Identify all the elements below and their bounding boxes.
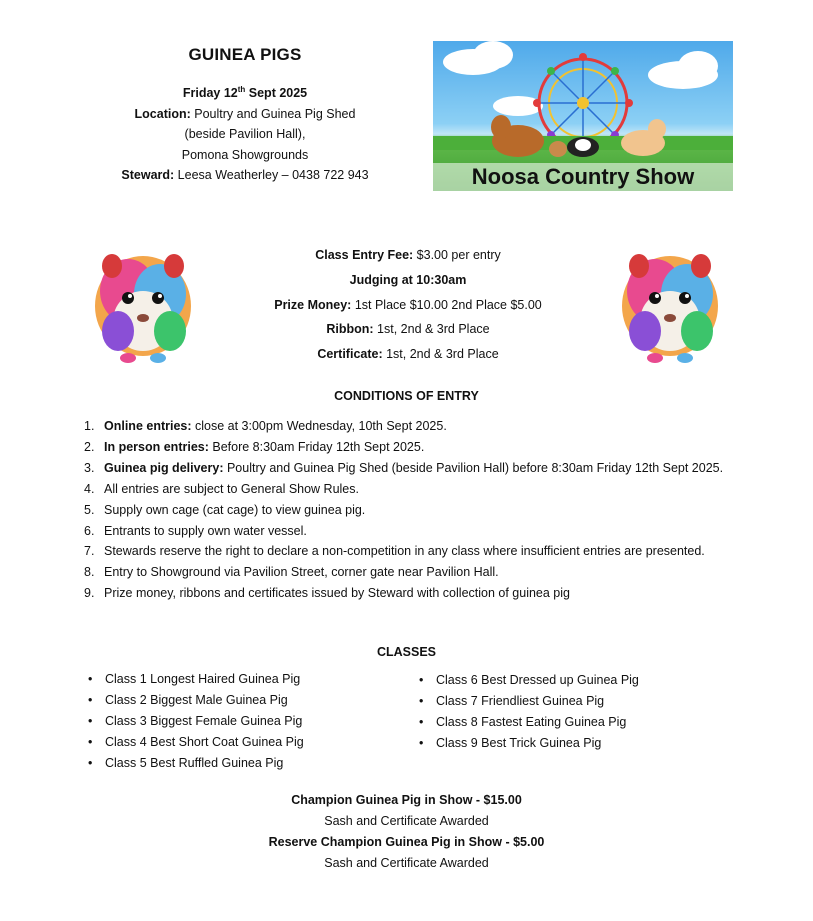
event-date-rest: Sept 2025 (245, 86, 308, 101)
list-item-text: Supply own cage (cat cage) to view guinea pig. (104, 502, 366, 517)
steward-label: Steward: (121, 168, 175, 183)
steward-value: Leesa Weatherley – 0438 722 943 (174, 168, 369, 183)
list-item (84, 458, 784, 479)
ribbon-line (233, 317, 583, 342)
entry-fee-line (233, 243, 583, 268)
list-item-text: All entries are subject to General Show Rules. (104, 481, 359, 496)
event-date (95, 80, 395, 104)
champion-block (0, 790, 813, 874)
entry-fee-value: $3.00 per entry (413, 248, 501, 262)
list-item-number: 2. (84, 439, 95, 454)
champion-title: Champion Guinea Pig in Show - $15.00 (291, 793, 522, 807)
class-item: • Class 1 Longest Haired Guinea Pig (86, 669, 386, 690)
list-item (84, 562, 784, 583)
list-item-text: Entry to Showground via Pavilion Street, corner gate near Pavilion Hall. (104, 565, 499, 580)
class-item: • Class 9 Best Trick Guinea Pig (417, 733, 737, 754)
list-item (84, 521, 784, 542)
judging-time: Judging at 10:30am (349, 272, 467, 287)
class-item: • Class 3 Biggest Female Guinea Pig (86, 711, 386, 732)
reserve-champion-title: Reserve Champion Guinea Pig in Show - $5.00 (268, 835, 545, 849)
event-date-suffix: th (237, 85, 246, 94)
class-item: • Class 2 Biggest Male Guinea Pig (86, 690, 386, 711)
list-item (84, 479, 784, 500)
list-item-label: Guinea pig delivery: (104, 460, 224, 475)
list-item-text: Stewards reserve the right to declare a non-competition in any class where insufficient entries are presented. (104, 544, 705, 559)
entry-fee-label: Class Entry Fee: (315, 248, 414, 262)
champion-subtitle: Sash and Certificate Awarded (324, 814, 489, 828)
guinea-pig-illustration-left (88, 236, 198, 366)
conditions-list (84, 416, 784, 604)
list-item-text: Before 8:30am Friday 12th Sept 2025. (208, 439, 425, 454)
list-item (84, 541, 784, 562)
classes-list-left (86, 669, 386, 774)
list-item-number: 8. (84, 565, 95, 580)
list-item-number: 9. (84, 586, 95, 601)
class-item: • Class 5 Best Ruffled Guinea Pig (86, 753, 386, 774)
list-item (84, 437, 784, 458)
event-date-day: Friday 12 (182, 86, 238, 101)
class-item: • Class 7 Friendliest Guinea Pig (417, 691, 737, 712)
list-item-text: Entrants to supply own water vessel. (104, 523, 307, 538)
list-item-number: 5. (84, 502, 95, 517)
ribbon-value: 1st, 2nd & 3rd Place (373, 322, 490, 337)
guinea-pig-illustration-right (615, 236, 725, 366)
page-title: GUINEA PIGS (188, 45, 302, 64)
list-item-label: Online entries: (104, 419, 192, 433)
location-line2: (beside Pavilion Hall), (184, 127, 306, 142)
location-line1 (95, 104, 395, 125)
prize-money-label: Prize Money: (274, 297, 352, 312)
banner-title: Noosa Country Show (433, 163, 733, 191)
show-banner-image (433, 41, 733, 191)
class-item: • Class 6 Best Dressed up Guinea Pig (417, 670, 737, 691)
classes-list-right (417, 670, 737, 754)
classes-heading: CLASSES (376, 645, 437, 659)
list-item-label: In person entries: (104, 439, 209, 454)
list-item-text: Prize money, ribbons and certificates issued by Steward with collection of guinea pig (104, 586, 570, 601)
list-item (84, 583, 784, 604)
conditions-heading: CONDITIONS OF ENTRY (334, 389, 479, 403)
list-item-number: 1. (84, 419, 95, 433)
list-item-number: 6. (84, 523, 95, 538)
location-value: Poultry and Guinea Pig Shed (190, 106, 356, 121)
list-item-number: 3. (84, 460, 95, 475)
ribbon-label: Ribbon: (326, 322, 374, 337)
list-item-number: 7. (84, 544, 95, 559)
steward-line (95, 165, 395, 186)
list-item (84, 416, 784, 437)
list-item (84, 500, 784, 521)
list-item-text: Poultry and Guinea Pig Shed (beside Pavilion Hall) before 8:30am Friday 12th Sept 2025. (223, 460, 724, 475)
certificate-line (233, 342, 583, 367)
list-item-number: 4. (84, 481, 95, 496)
class-item: • Class 8 Fastest Eating Guinea Pig (417, 712, 737, 733)
fees-block (233, 243, 583, 367)
certificate-label: Certificate: (317, 347, 383, 362)
class-item: • Class 4 Best Short Coat Guinea Pig (86, 732, 386, 753)
reserve-champion-subtitle: Sash and Certificate Awarded (324, 856, 489, 870)
location-line3: Pomona Showgrounds (181, 147, 309, 162)
location-label: Location: (134, 106, 191, 121)
certificate-value: 1st, 2nd & 3rd Place (382, 347, 499, 362)
event-header (95, 44, 395, 186)
prize-money-line (233, 293, 583, 318)
prize-money-value: 1st Place $10.00 2nd Place $5.00 (351, 297, 542, 312)
list-item-text: close at 3:00pm Wednesday, 10th Sept 2025. (191, 419, 447, 433)
